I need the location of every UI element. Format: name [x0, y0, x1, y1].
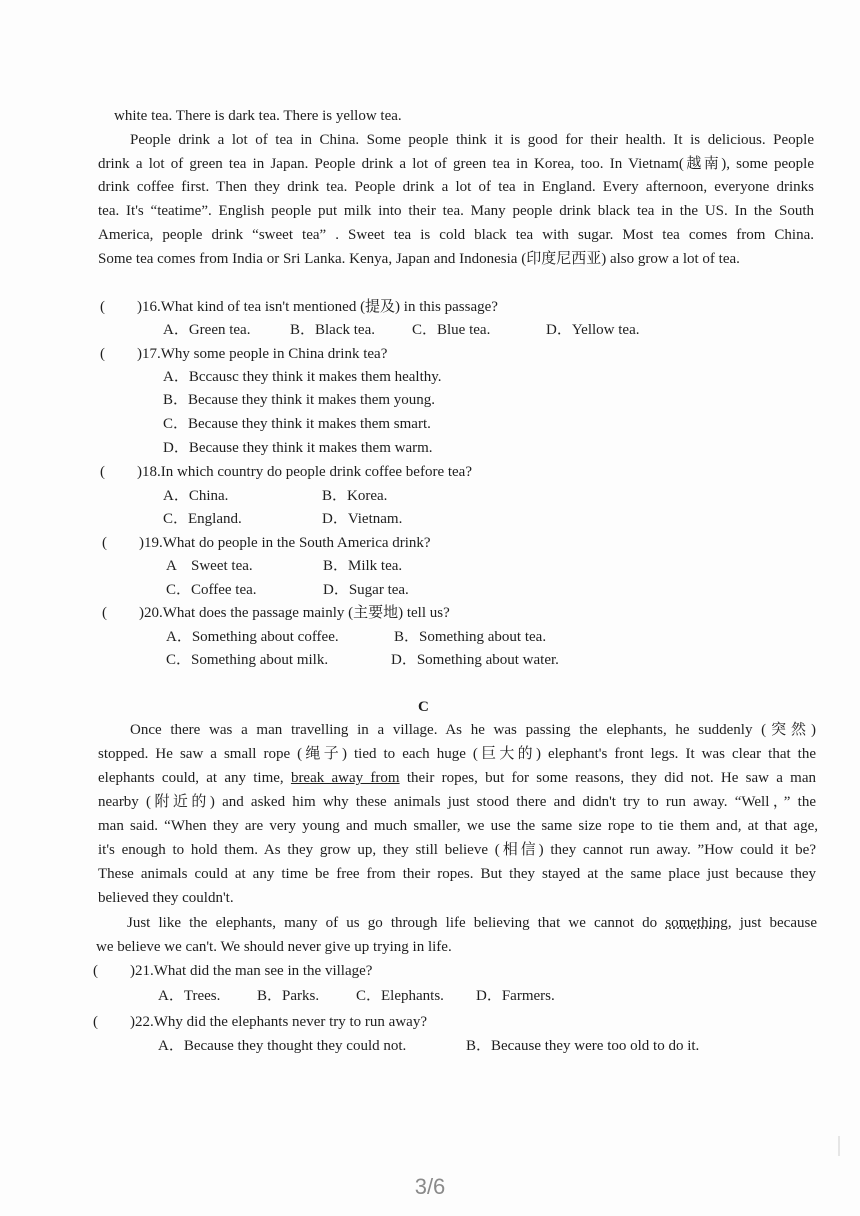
page-number: 3/6 — [414, 1174, 446, 1199]
passage-line: nearby (附近的) and asked him why these animals just stood there and didn't try to run away. “Well，” the — [98, 794, 816, 810]
option-b: B．Black tea. — [290, 322, 375, 338]
option-d: D．Farmers. — [476, 988, 555, 1004]
passage-line: drink coffee first. Then they drink tea. People drink a lot of tea in England. Every afternoon, everyone drinks — [98, 179, 814, 195]
passage-line: stopped. He saw a small rope (绳子) tied to each huge (巨大的) elephant's front legs. It was clear that the — [98, 746, 816, 762]
answer-blank[interactable]: ( — [102, 605, 107, 621]
option-b: B．Parks. — [257, 988, 320, 1004]
option-d: D．Sugar tea. — [323, 582, 409, 598]
scan-edge-mark — [838, 1136, 840, 1156]
question-stem: )18.In which country do people drink coffee before tea? — [137, 464, 473, 480]
answer-blank[interactable]: ( — [102, 535, 107, 551]
question-stem: )16.What kind of tea isn't mentioned (提及) in this passage? — [137, 299, 498, 315]
answer-blank[interactable]: ( — [100, 464, 105, 480]
option-a: A．Green tea. — [163, 322, 251, 338]
option-d: D．Because they think it makes them warm. — [163, 440, 433, 456]
passage-text: elephants could, at any time, — [98, 770, 291, 786]
option-c: C．Because they think it makes them smart. — [163, 416, 431, 432]
passage-line: People drink a lot of tea in China. Some people think it is good for their health. It is delicious. People — [130, 132, 814, 148]
option-a: A．Because they thought they could not. — [158, 1038, 407, 1054]
passage-text: , just because — [727, 915, 817, 931]
option-d: D．Yellow tea. — [546, 322, 640, 338]
section-title: C — [418, 699, 429, 715]
option-c: C．England. — [163, 511, 242, 527]
option-d: D．Vietnam. — [322, 511, 403, 527]
passage-text: their ropes, but for some reasons, they did not. He saw a man — [399, 770, 817, 786]
passage-line: Once there was a man travelling in a village. As he was passing the elephants, he suddenly (突然) — [130, 722, 816, 738]
passage-line: it's enough to hold them. As they grow up, they still believe (相信) they cannot run away. ”How could it be? — [98, 842, 816, 858]
option-c: C．Elephants. — [356, 988, 444, 1004]
question-stem: )19.What do people in the South America drink? — [139, 535, 431, 551]
option-c: C．Coffee tea. — [166, 582, 257, 598]
passage-line: man said. “When they are very young and much smaller, we use the same size rope to tie them and, at that age, — [98, 818, 818, 834]
option-a: A．Bccausc they think it makes them healthy. — [163, 369, 442, 385]
passage-line: These animals could at any time be free from their ropes. But they stayed at the same place just because they — [98, 866, 816, 882]
question-stem: )17.Why some people in China drink tea? — [137, 346, 388, 362]
passage-line: believed they couldn't. — [98, 890, 234, 906]
passage-line: drink a lot of green tea in Japan. People drink a lot of green tea in Korea, too. In Vietnam(越南), some people — [98, 156, 814, 172]
option-b: B．Because they were too old to do it. — [466, 1038, 700, 1054]
option-b: B．Korea. — [322, 488, 388, 504]
option-d: D．Something about water. — [391, 652, 559, 668]
underlined-phrase: break away from — [290, 770, 400, 786]
passage-line — [127, 913, 817, 933]
passage-line: America, people drink “sweet tea” . Sweet tea is cold black tea with sugar. Most tea comes from China. — [98, 227, 814, 243]
option-a: A Sweet tea. — [166, 558, 253, 574]
option-a: A．China. — [163, 488, 229, 504]
option-b: B．Milk tea. — [323, 558, 403, 574]
answer-blank[interactable]: ( — [93, 963, 98, 979]
option-c: C．Blue tea. — [412, 322, 491, 338]
dotted-word: something — [665, 915, 728, 931]
question-stem: )21.What did the man see in the village? — [130, 963, 373, 979]
passage-line — [98, 768, 816, 788]
option-c: C．Something about milk. — [166, 652, 329, 668]
passage-text: Just like the elephants, many of us go through life believing that we cannot do — [127, 915, 666, 931]
option-a: A．Something about coffee. — [166, 629, 339, 645]
option-b: B．Because they think it makes them young. — [163, 392, 436, 408]
question-stem: )20.What does the passage mainly (主要地) tell us? — [139, 605, 450, 621]
passage-line: Some tea comes from India or Sri Lanka. Kenya, Japan and Indonesia (印度尼西亚) also grow a lot of tea. — [98, 251, 740, 267]
option-a: A．Trees. — [158, 988, 221, 1004]
answer-blank[interactable]: ( — [93, 1014, 98, 1030]
answer-blank[interactable]: ( — [100, 299, 105, 315]
passage-line: white tea. There is dark tea. There is yellow tea. — [114, 108, 402, 124]
question-stem: )22.Why did the elephants never try to run away? — [130, 1014, 427, 1030]
passage-line: we believe we can't. We should never give up trying in life. — [96, 939, 452, 955]
passage-line: tea. It's “teatime”. English people put milk into their tea. Many people drink black tea in the US. In the South — [98, 203, 814, 219]
option-b: B．Something about tea. — [394, 629, 547, 645]
answer-blank[interactable]: ( — [100, 346, 105, 362]
